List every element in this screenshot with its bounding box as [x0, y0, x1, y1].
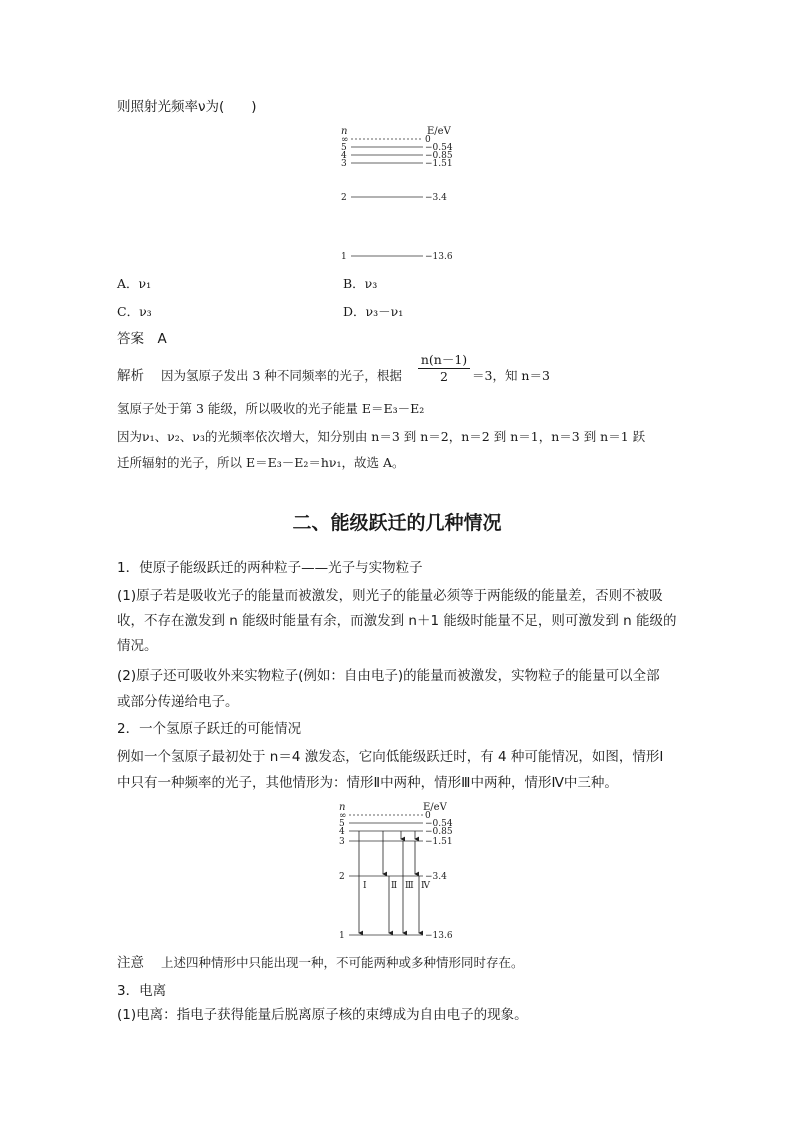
p1-a1: (1)原子若是吸收光子的能量而被激发，则光子的能量必须等于两能级的能量差，否则不被吸: [117, 588, 663, 604]
analysis-line1-pre: 因为氢原子发出 3 种不同频率的光子，根据: [161, 368, 402, 383]
d2-level-e-5: −0.54: [425, 819, 453, 829]
energy-level-diagram-1: [335, 124, 475, 266]
d2-level-e-1: −13.6: [425, 931, 453, 941]
note-label: 注意: [117, 955, 144, 971]
level-n-inf: ∞: [341, 135, 349, 145]
level-e-4: −0.85: [425, 151, 453, 161]
case-label-I: Ⅰ: [363, 881, 367, 891]
d2-level-n-2: 2: [339, 872, 345, 882]
diagram1-n-label: n: [341, 126, 348, 137]
option-b: B．ν₃: [343, 276, 378, 291]
level-n-2: 2: [341, 193, 347, 203]
level-n-1: 1: [341, 252, 347, 262]
level-e-2: −3.4: [425, 193, 447, 203]
analysis-label: 解析: [117, 368, 144, 384]
p1-b2: 或部分传递给电子。: [117, 694, 239, 710]
p1-a2: 收，不存在激发到 n 能级时能量有余，而激发到 n＋1 能级时能量不足，则可激发到 n 能级的: [117, 613, 677, 629]
p1-b1: (2)原子还可吸收外来实物粒子(例如：自由电子)的能量而被激发，实物粒子的能量可以全部: [117, 668, 660, 684]
analysis-line3: 因为ν₁、ν₂、ν₃的光频率依次增大，知分别由 n＝3 到 n＝2，n＝2 到 n＝1，n＝3 到 n＝1 跃: [117, 429, 646, 444]
level-n-3: 3: [341, 159, 347, 169]
analysis-line1-post: ＝3，知 n＝3: [472, 368, 550, 383]
p1-a3: 情况。: [117, 638, 158, 654]
case-label-II: Ⅱ: [391, 881, 398, 891]
d2-level-e-4: −0.85: [425, 827, 453, 837]
level-e-3: −1.51: [425, 159, 453, 169]
d2-level-e-inf: 0: [425, 811, 431, 821]
analysis-line4: 迁所辐射的光子，所以 E＝E₃－E₂＝hν₁，故选 A。: [117, 455, 405, 470]
fraction: [418, 353, 470, 384]
case-label-III: Ⅲ: [405, 881, 414, 891]
fraction-numerator: n(n－1): [420, 352, 468, 367]
p2-line2: 中只有一种频率的光子，其他情形为：情形Ⅱ中两种，情形Ⅲ中两种，情形Ⅳ中三种。: [117, 775, 618, 791]
option-c: C．ν₃: [117, 304, 152, 319]
level-e-inf: 0: [425, 135, 431, 145]
level-n-5: 5: [341, 143, 347, 153]
level-e-1: −13.6: [425, 252, 453, 262]
d2-level-n-inf: ∞: [339, 811, 347, 821]
d2-level-n-1: 1: [339, 931, 345, 941]
d2-level-n-4: 4: [339, 827, 345, 837]
option-a: A．ν₁: [117, 276, 152, 291]
question-stem: 则照射光频率ν为( ): [117, 99, 257, 115]
p2-title: 2．一个氢原子跃迁的可能情况: [117, 721, 302, 737]
d2-level-e-3: −1.51: [425, 837, 453, 847]
d2-level-e-2: −3.4: [425, 872, 447, 882]
d2-level-n-3: 3: [339, 837, 345, 847]
level-n-4: 4: [341, 151, 347, 161]
energy-level-diagram-2: [335, 800, 475, 945]
diagram1-e-label: E/eV: [427, 126, 451, 137]
d2-level-n-5: 5: [339, 819, 345, 829]
p1-title: 1．使原子能级跃迁的两种粒子——光子与实物粒子: [117, 560, 423, 576]
option-d: D．ν₃－ν₁: [343, 304, 404, 319]
level-e-5: −0.54: [425, 143, 453, 153]
note-text: 上述四种情形中只能出现一种，不可能两种或多种情形同时存在。: [161, 955, 524, 970]
diagram2-e-label: E/eV: [423, 802, 447, 813]
fraction-denominator: 2: [440, 369, 448, 384]
p2-line1: 例如一个氢原子最初处于 n＝4 激发态，它向低能级跃迁时，有 4 种可能情况，如图，情形Ⅰ: [117, 749, 664, 765]
p3-line1: (1)电离：指电子获得能量后脱离原子核的束缚成为自由电子的现象。: [117, 1007, 528, 1023]
p3-title: 3．电离: [117, 983, 167, 999]
section-title: 二、能级跃迁的几种情况: [292, 512, 502, 534]
analysis-line2: 氢原子处于第 3 能级，所以吸收的光子能量 E＝E₃－E₂: [117, 401, 425, 416]
diagram2-n-label: n: [339, 802, 346, 813]
answer: 答案 A: [117, 331, 167, 347]
case-label-IV: Ⅳ: [421, 881, 430, 891]
